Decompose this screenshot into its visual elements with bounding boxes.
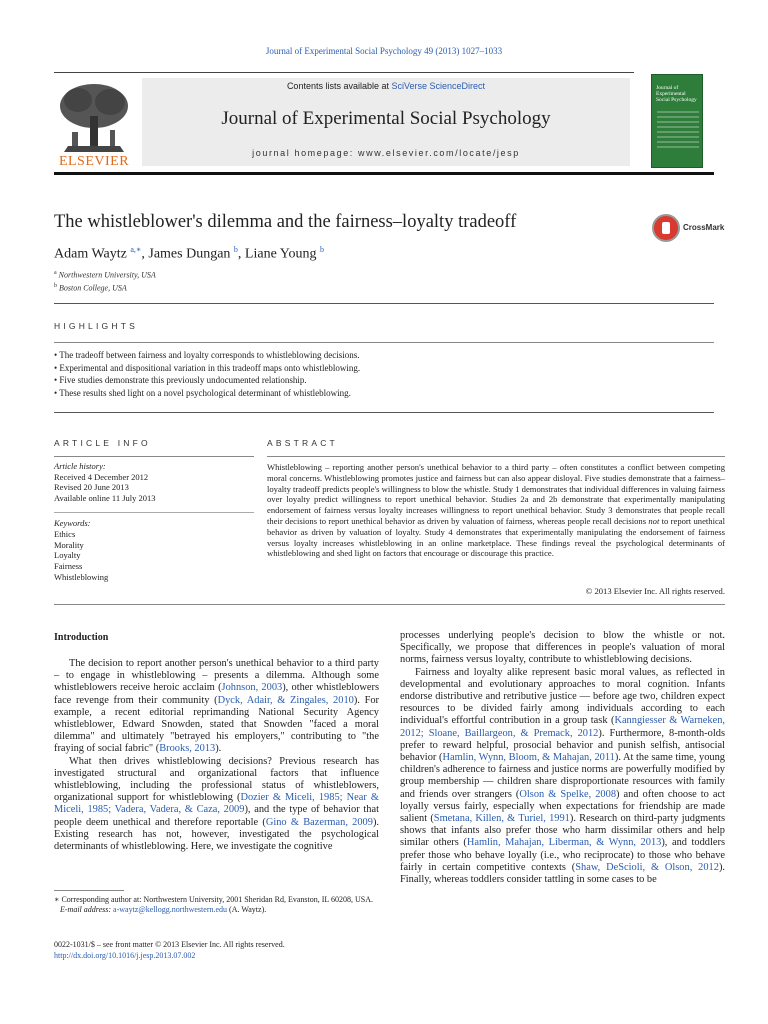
highlight-item: • Five studies demonstrate this previously undocumented relationship.: [54, 375, 307, 385]
email-note: E-mail address: a-waytz@kellogg.northwestern.edu (A. Waytz).: [60, 905, 267, 914]
divider: [54, 604, 725, 605]
section-heading: Introduction: [54, 632, 109, 643]
author-affiliation-marker[interactable]: b: [233, 245, 238, 254]
keyword-item: Loyalty: [54, 550, 81, 561]
divider: [54, 512, 254, 513]
article-info-heading: ARTICLE INFO: [54, 438, 151, 448]
keyword-item: Morality: [54, 539, 84, 550]
paragraph: Fairness and loyalty alike represent basic moral values, as reflected in developmental and evolutionary approaches to moral cognition. Infants endorse distributive and retributive justice — before age two, children expect resources to be divided fairly among individuals according to each individual's effortful contribution in a group task (Kanngiesser & Warneken, 2012; Sloane, Baillargeon, & Premack, 2012). Furthermore, 8-month-olds prefer to reward helpful, prosocial behavior and punish selfish, antisocial behavior (Hamlin, Wynn, Bloom, & Mahajan, 2011). At the same time, young children's adherence to fairness and justice norms are powerfully modified by group membership — children share disproportionate resources with family and friends over strangers (Olson & Spelke, 2008) and often choose to act loyally versus fairly, especially when expectations for friendship are made salient (Smetana, Killen, & Turiel, 1991). Research on third-party judgments shows that infants also prefer those who harm dissimilar others and help similar others (Hamlin, Mahajan, Liberman, & Wynn, 2013), and toddlers prefer those who behave loyally (i.e., who reciprocate) to those who behave fairly in certain competitive contexts (Shaw, DeScioli, & Olson, 2012). Finally, whereas toddlers consider tattling in some cases to be: [400, 666, 726, 886]
divider: [54, 456, 254, 457]
citation-link[interactable]: Gino & Bazerman, 2009: [265, 816, 373, 828]
highlight-item: • The tradeoff between fairness and loyalty corresponds to whistleblowing decisions.: [54, 350, 360, 360]
body-column-right: [400, 630, 725, 886]
article-history: [54, 461, 254, 503]
author-name: Adam Waytz: [54, 246, 127, 262]
affiliation-item: $^a$ Northwestern University, USA: [54, 270, 156, 280]
footnote: [54, 895, 379, 915]
cover-contents: [657, 111, 699, 151]
citation-link[interactable]: Hamlin, Wynn, Bloom, & Mahajan, 2011: [442, 752, 615, 764]
citation-link[interactable]: Brooks, 2013: [159, 743, 216, 755]
paragraph: What then drives whistleblowing decisions? Previous research has investigated structural and organizational factors that influence whistleblowing, including the professional status of whistleblowers, organizational support for whistleblowing (Dozier & Miceli, 1985; Near & Miceli, 1985; Vadera, Vadera, & Caza, 2009), and the type of behavior that people deem unethical and therefore reportable (Gino & Bazerman, 2009). Existing research has not, however, investigated the psychological determinants of whistleblowing. Here, we investigate the cognitive: [54, 755, 380, 853]
doi-link[interactable]: http://dx.doi.org/10.1016/j.jesp.2013.07.002: [54, 951, 196, 960]
citation-link[interactable]: Kanngiesser & Warneken, 2012; Sloane, Baillargeon, & Premack, 2012: [400, 715, 726, 739]
abstract-heading: ABSTRACT: [267, 438, 338, 448]
highlights-list: [54, 349, 714, 399]
masthead-bottom-rule: [54, 172, 714, 175]
history-label: Article history:: [54, 461, 106, 471]
elsevier-wordmark: ELSEVIER: [58, 154, 130, 169]
highlight-item: • Experimental and dispositional variation in this tradeoff maps onto whistleblowing.: [54, 362, 361, 373]
journal-title: Journal of Experimental Social Psychology: [221, 108, 551, 129]
author-name: Liane Young: [244, 246, 317, 262]
history-item: Revised 20 June 2013: [54, 482, 129, 492]
highlights-heading: HIGHLIGHTS: [54, 321, 138, 331]
crossmark-label: CrossMark: [683, 223, 725, 232]
sciencedirect-link[interactable]: SciVerse ScienceDirect: [391, 81, 486, 91]
author-email-link[interactable]: a-waytz@kellogg.northwestern.edu: [113, 905, 228, 914]
body-column-left: [54, 658, 379, 853]
journal-homepage[interactable]: journal homepage: www.elsevier.com/locate/jesp: [252, 148, 520, 158]
citation-link[interactable]: Shaw, DeScioli, & Olson, 2012: [575, 861, 719, 873]
contents-line: [142, 81, 630, 91]
paragraph: The decision to report another person's unethical behavior to a third party – to engage in whistleblowing – presents a dilemma. Although some whistleblowers receive heroic acclaim (Johnson, 2003), other whistleblowers face revenge from their community (Dyck, Adair, & Zingales, 2010). For example, a recent editorial reprimanding National Security Agency whistleblower, Edward Snowden, stated that Snowden "faced a moral dilemma" and ultimately "betrayed his employers," contributing to "the fraying of social fabric" (Brooks, 2013).: [54, 658, 380, 755]
citation-link[interactable]: Smetana, Killen, & Turiel, 1991: [433, 813, 570, 825]
keywords-label: Keywords:: [54, 518, 91, 528]
citation-link[interactable]: Hamlin, Mahajan, Liberman, & Wynn, 2013: [466, 837, 662, 849]
crossmark-badge[interactable]: [652, 214, 724, 244]
divider: [54, 342, 714, 343]
journal-cover-thumbnail: [651, 74, 703, 168]
author-name: James Dungan: [148, 246, 231, 262]
affiliation-item: $^b$ Boston College, USA: [54, 282, 127, 293]
article-title: The whistleblower's dilemma and the fairness–loyalty tradeoff: [54, 212, 517, 232]
affiliations: [54, 268, 156, 293]
history-item: Received 4 December 2012: [54, 471, 149, 482]
citation-link[interactable]: Olson & Spelke, 2008: [519, 788, 617, 800]
elsevier-tree-icon: [54, 80, 134, 154]
corresponding-author-note: ∗ Corresponding author at: Northwestern University, 2001 Sheridan Rd, Evanston, IL 60208, USA.: [54, 895, 374, 904]
author-list: Adam Waytz $^{a,∗}$, James Dungan $^b$, Liane Young $^b$: [54, 245, 324, 262]
highlight-item: • These results shed light on a novel psychological determinant of whistleblowing.: [54, 387, 351, 398]
journal-reference[interactable]: Journal of Experimental Social Psychology 49 (2013) 1027–1033: [265, 46, 503, 56]
history-item: Available online 11 July 2013: [54, 492, 156, 503]
divider: [267, 456, 725, 457]
paragraph-continued: processes underlying people's decision to blow the whistle or not. Specifically, we propose that differences in people's valuation of moral norms, fairness versus loyalty, contribute to whistleblowing decisions.: [400, 630, 725, 666]
citation-link[interactable]: Dyck, Adair, & Zingales, 2010: [217, 694, 354, 706]
keyword-item: Fairness: [54, 561, 83, 572]
keywords: [54, 518, 254, 583]
divider: [54, 412, 714, 413]
keyword-item: Ethics: [54, 528, 76, 539]
crossmark-icon: [652, 214, 680, 242]
contents-prefix: Contents lists available at: [286, 81, 392, 91]
masthead: [54, 72, 714, 172]
masthead-banner: [142, 78, 630, 166]
cover-title: Journal of Experimental Social Psychology: [656, 85, 697, 103]
issn-line: 0022-1031/$ – see front matter © 2013 Elsevier Inc. All rights reserved.: [54, 940, 285, 949]
masthead-top-rule: [54, 72, 634, 73]
abstract-text: Whistleblowing – reporting another person's unethical behavior to a third party – often constitutes a conflict between competing moral concerns. Whistleblowing promotes justice and fairness but can also appear disloyal. Five studies demonstrate that a fairness–loyalty tradeoff predicts people's willingness to blow the whistle. Study 1 demonstrates that individual differences in valuing fairness over loyalty predict willingness to report unethical behavior. Studies 2a and 2b demonstrate that experimentally manipulating endorsement of fairness versus loyalty increases willingness to report unethical behavior. Study 3 demonstrates that people recall their decisions to report unethical behavior as driven by valuation of fairness, whereas people recall decisions not to report unethical behavior as driven by valuation of loyalty. Study 4 demonstrates that experimentally manipulating the endorsement of fairness versus loyalty increases whistleblowing in an online marketplace. These findings reveal the psychological determinants of whistleblowing and shed light on factors that encourage or discourage this practice.: [267, 462, 725, 559]
footnote-divider: [54, 890, 124, 891]
citation-link[interactable]: Dozier & Miceli, 1985; Near & Miceli, 1985; Vadera, Vadera, & Caza, 2009: [54, 792, 380, 816]
copyright-notice: © 2013 Elsevier Inc. All rights reserved.: [585, 586, 725, 596]
divider: [54, 303, 714, 304]
elsevier-logo: [54, 80, 134, 170]
citation-link[interactable]: Johnson, 2003: [221, 682, 283, 694]
author-affiliation-marker[interactable]: b: [319, 245, 324, 254]
publication-metadata: [54, 939, 379, 961]
keyword-item: Whistleblowing: [54, 571, 109, 582]
author-affiliation-marker[interactable]: a,∗: [130, 245, 142, 254]
